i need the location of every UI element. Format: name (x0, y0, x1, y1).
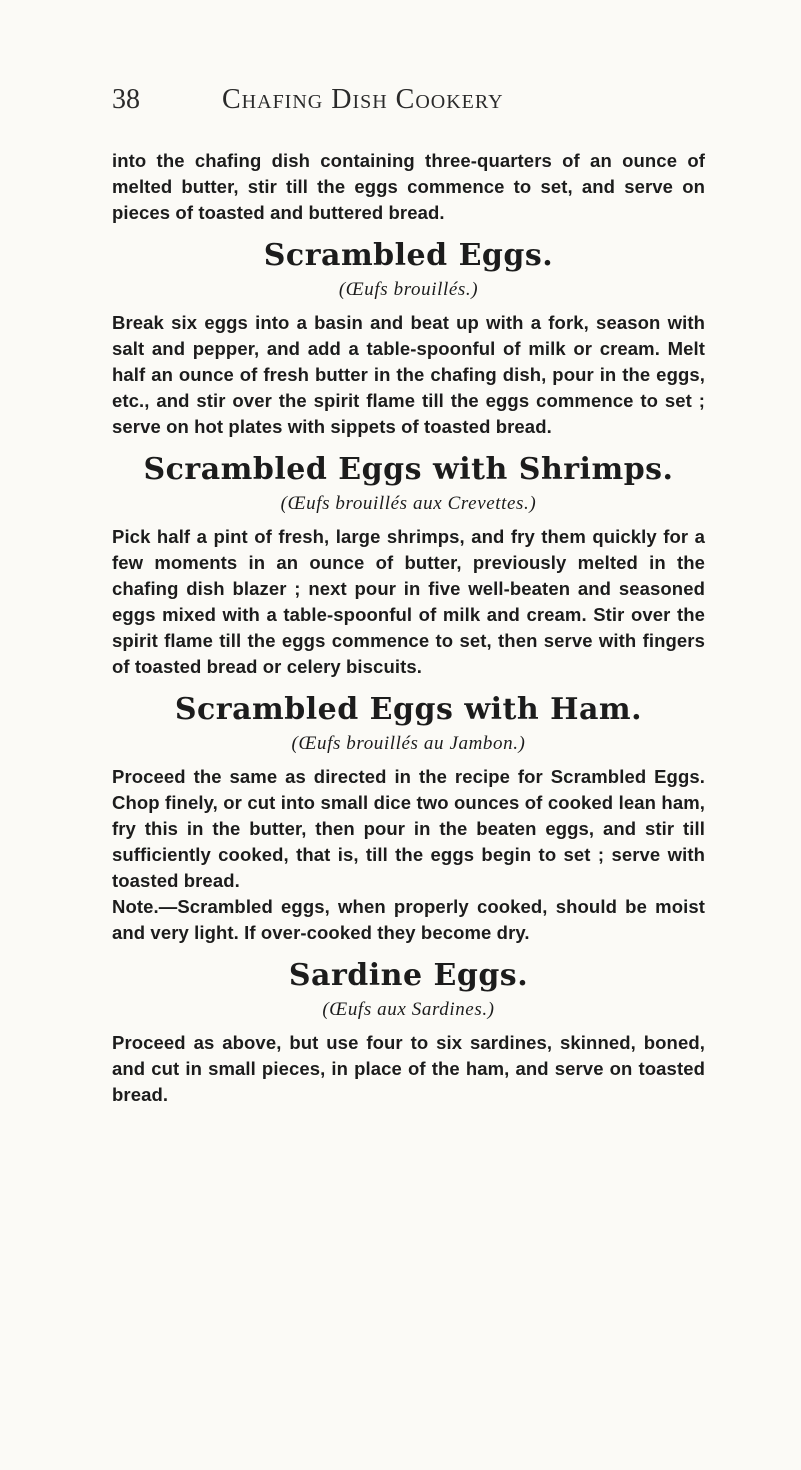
recipe-paragraph: Proceed the same as directed in the recipe for Scrambled Eggs. Chop finely, or cut into small dice two ounces of cooked lean ham, fry this in the butter, then pour in the beaten eggs, and stir till sufficiently cooked, that is, till the eggs begin to set ; serve with toasted bread. (112, 766, 705, 891)
recipe-sardine-eggs (112, 958, 705, 1108)
recipe-scrambled-eggs-shrimps (112, 452, 705, 680)
recipe-paragraph: Pick half a pint of fresh, large shrimps, and fry them quickly for a few moments in an ounce of butter, previously melted in the chafing dish blazer ; next pour in five well-beaten and seasoned eggs mixed with a table-spoonful of milk and cream. Stir over the spirit flame till the eggs commence to set, then serve with fingers of toasted bread or celery biscuits. (112, 526, 705, 677)
recipe-note: Note.—Scrambled eggs, when properly cooked, should be moist and very light. If over-cooked they become dry. (112, 896, 705, 943)
page-number: 38 (112, 84, 140, 115)
page-header (112, 84, 705, 116)
recipe-french-title: (Œufs brouillés.) (338, 279, 479, 300)
recipe-title: Scrambled Eggs with Ham. (174, 692, 643, 727)
intro-paragraph: into the chafing dish containing three-quarters of an ounce of melted butter, stir till the eggs commence to set, and serve on pieces of toasted and buttered bread. (112, 150, 705, 223)
recipe-french-title: (Œufs brouillés aux Crevettes.) (280, 493, 537, 514)
recipe-title: Sardine Eggs. (288, 958, 529, 993)
recipe-title: Scrambled Eggs. (263, 238, 554, 273)
recipe-title: Scrambled Eggs with Shrimps. (143, 452, 674, 487)
recipe-paragraph: Break six eggs into a basin and beat up with a fork, season with salt and pepper, and add a table-spoonful of milk or cream. Melt half an ounce of fresh butter in the chafing dish, pour in the eggs, etc., and stir over the spirit flame till the eggs commence to set ; serve on hot plates with sippets of toasted bread. (112, 312, 705, 437)
recipe-french-title: (Œufs brouillés au Jambon.) (291, 733, 526, 754)
recipe-french-title: (Œufs aux Sardines.) (322, 999, 495, 1020)
recipe-paragraph: Proceed as above, but use four to six sardines, skinned, boned, and cut in small pieces, in place of the ham, and serve on toasted bread. (112, 1032, 705, 1105)
running-title: Chafing Dish Cookery (222, 84, 504, 115)
recipe-scrambled-eggs-ham (112, 692, 705, 946)
recipe-scrambled-eggs (112, 238, 705, 440)
